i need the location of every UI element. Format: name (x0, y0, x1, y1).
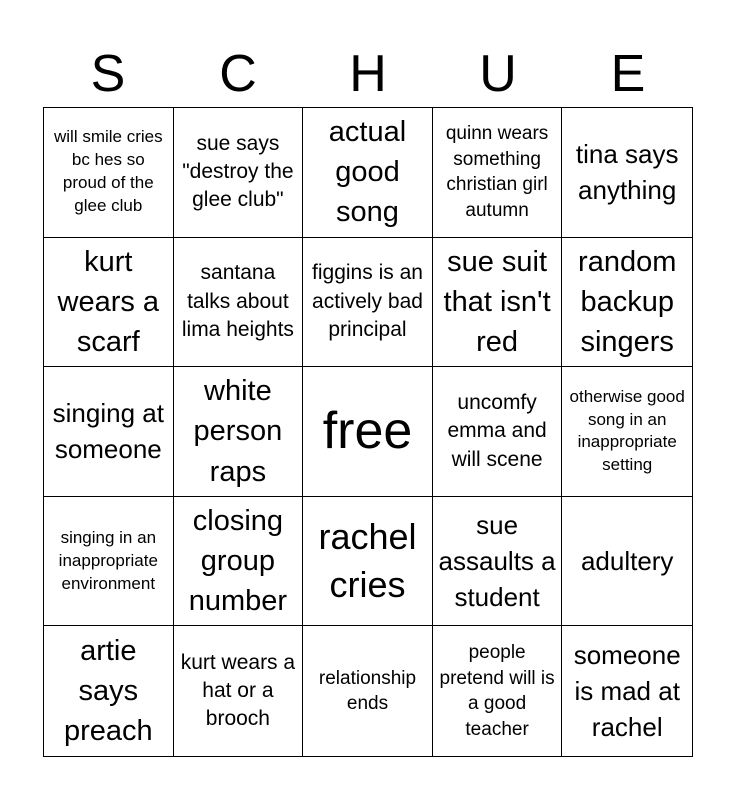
bingo-header (43, 40, 693, 108)
bingo-cell-free[interactable] (303, 367, 433, 497)
bingo-cell[interactable] (174, 238, 304, 368)
header-letter-u: U (479, 45, 517, 103)
bingo-cell-text: figgins is an actively bad principal (312, 261, 423, 342)
bingo-board (43, 107, 693, 757)
bingo-cell[interactable] (44, 497, 174, 627)
bingo-cell-text: adultery (580, 545, 674, 576)
bingo-cell-text: singing at someone (52, 398, 164, 465)
bingo-cell[interactable] (174, 108, 304, 238)
header-letter-s: S (90, 45, 126, 103)
bingo-cell[interactable] (433, 367, 563, 497)
bingo-cell-text: uncomfy emma and will scene (447, 390, 547, 471)
bingo-cell-text: closing group number (188, 505, 288, 618)
bingo-cell[interactable] (44, 108, 174, 238)
bingo-cell[interactable] (174, 626, 304, 756)
free-space-label: free (322, 401, 413, 460)
bingo-cell[interactable] (562, 108, 692, 238)
bingo-cell-text: artie says preach (63, 635, 153, 748)
bingo-cell[interactable] (303, 626, 433, 756)
bingo-cell[interactable] (44, 238, 174, 368)
bingo-cell[interactable] (562, 367, 692, 497)
bingo-cell[interactable] (433, 497, 563, 627)
bingo-cell[interactable] (44, 626, 174, 756)
bingo-cell-text: relationship ends (318, 667, 417, 715)
bingo-cell[interactable] (174, 497, 304, 627)
bingo-cell-text: sue suit that isn't red (443, 245, 551, 358)
bingo-cell-text: kurt wears a hat or a brooch (180, 650, 296, 731)
bingo-cell-text: tina says anything (575, 138, 679, 206)
bingo-cell[interactable] (303, 238, 433, 368)
bingo-cell-text: quinn wears something christian girl autumn (445, 123, 549, 221)
header-letter-c: C (219, 45, 257, 103)
bingo-cell[interactable] (303, 497, 433, 627)
bingo-cell[interactable] (433, 626, 563, 756)
bingo-cell-text: will smile cries bc hes so proud of the glee club (53, 127, 163, 216)
bingo-cell[interactable] (433, 238, 563, 368)
bingo-cell-text: random backup singers (578, 245, 677, 358)
bingo-cell[interactable] (562, 626, 692, 756)
bingo-cell-text: santana talks about lima heights (181, 261, 294, 342)
header-letter-h: H (349, 45, 387, 103)
bingo-cell-text: singing in an inappropriate environment (58, 527, 158, 593)
bingo-cell-text: kurt wears a scarf (57, 245, 160, 358)
bingo-cell[interactable] (433, 108, 563, 238)
bingo-cell[interactable] (44, 367, 174, 497)
bingo-cell[interactable] (562, 238, 692, 368)
bingo-cell[interactable] (562, 497, 692, 627)
bingo-cell-text: white person raps (193, 375, 283, 488)
bingo-cell-text: sue says "destroy the glee club" (182, 131, 294, 212)
bingo-cell-text: people pretend will is a good teacher (439, 641, 555, 740)
bingo-cell-text: sue assaults a student (438, 509, 556, 613)
header-letter-e: E (610, 45, 646, 103)
bingo-cell[interactable] (174, 367, 304, 497)
bingo-cell-text: actual good song (328, 116, 407, 229)
bingo-cell-text: rachel cries (318, 515, 417, 606)
bingo-cell-text: someone is mad at rachel (573, 639, 681, 743)
bingo-cell[interactable] (303, 108, 433, 238)
bingo-cell-text: otherwise good song in an inappropriate setting (569, 386, 685, 475)
